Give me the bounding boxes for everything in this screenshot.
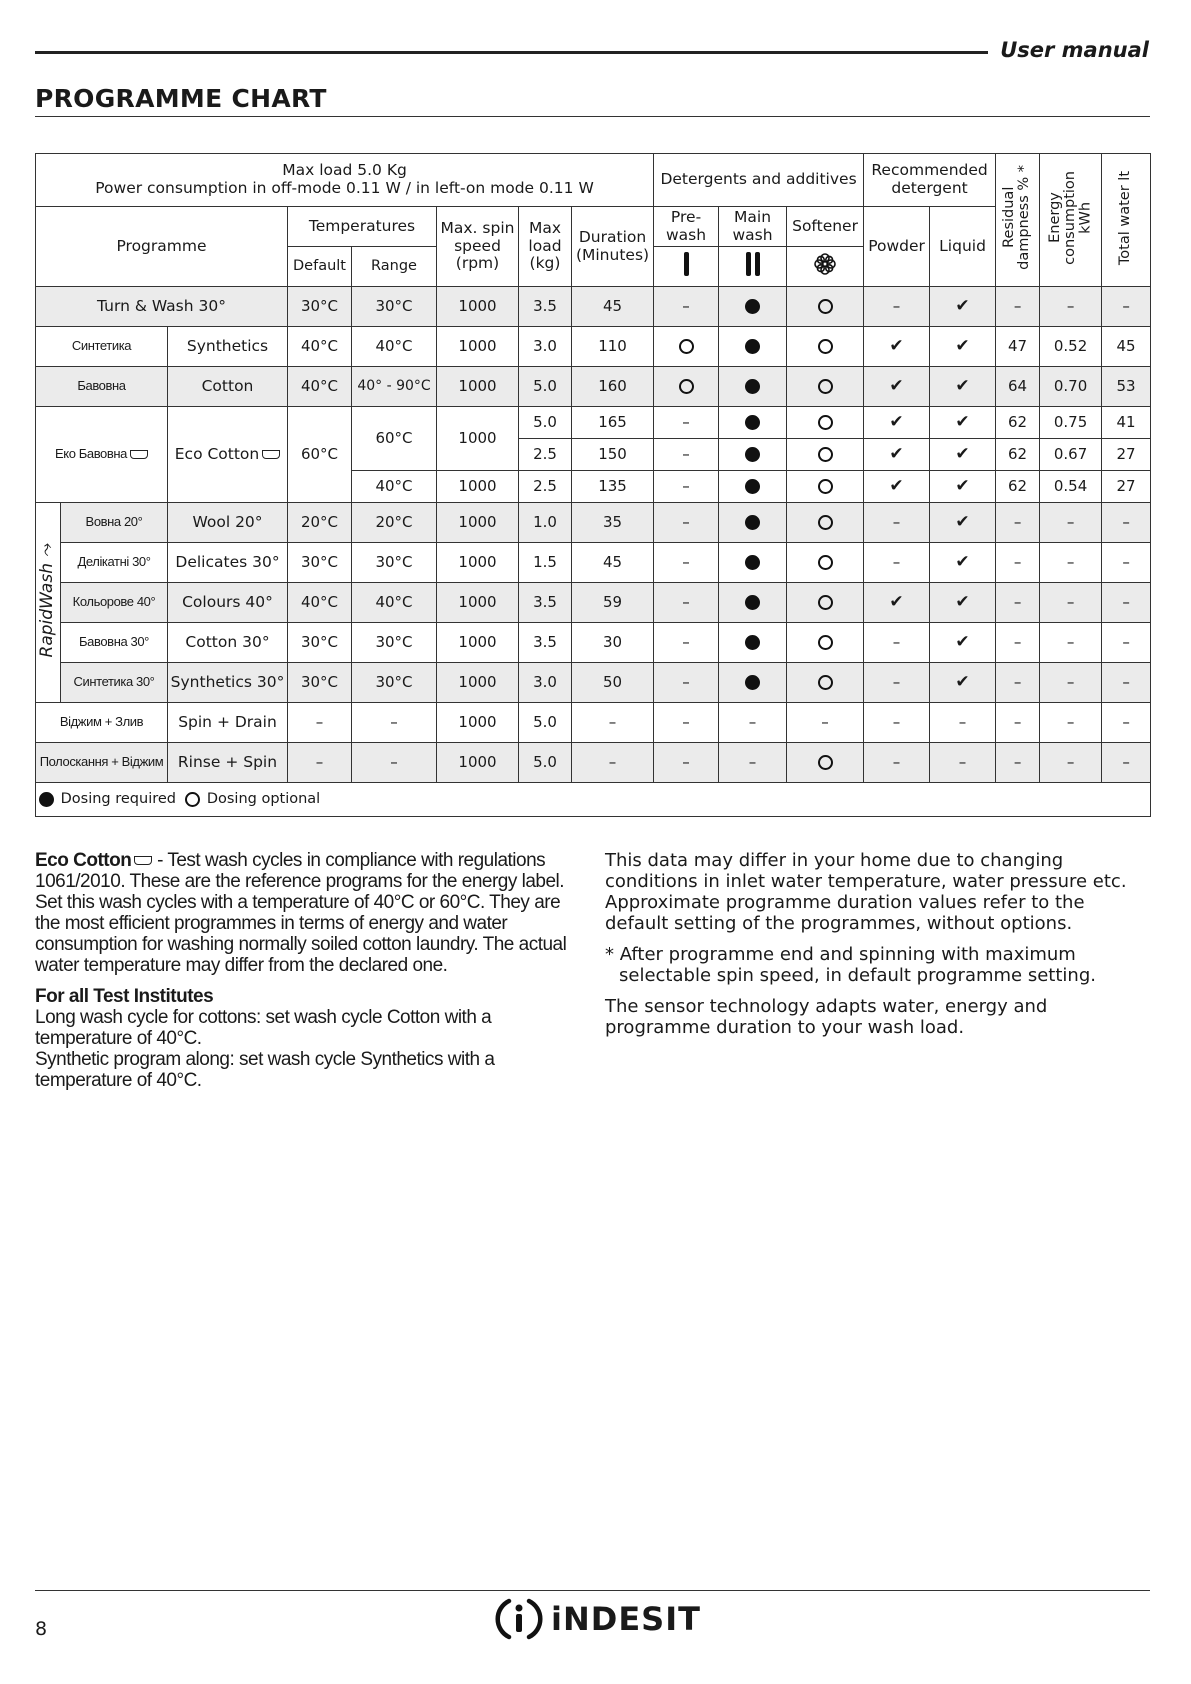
max-load: 1.5 <box>519 543 572 583</box>
powder-value: – <box>864 503 930 543</box>
dosing-optional-icon <box>787 743 864 783</box>
prewash-value: – <box>654 743 719 783</box>
dosing-optional-icon <box>787 623 864 663</box>
temp-range: – <box>352 703 437 743</box>
softener-value: – <box>787 703 864 743</box>
prewash-text-1: Pre- <box>670 207 702 226</box>
powder-value: – <box>864 623 930 663</box>
liquid-value: – <box>930 703 996 743</box>
residual-value: – <box>996 287 1040 327</box>
spin-text-3: (rpm) <box>455 254 500 273</box>
check-icon: ✔ <box>930 407 996 439</box>
eco-cotton-text: Eco Cotton <box>174 444 260 463</box>
dosing-required-icon <box>719 367 787 407</box>
default-temp: 60°C <box>288 407 352 503</box>
max-load: 5.0 <box>519 703 572 743</box>
liquid-value: – <box>930 743 996 783</box>
dosing-optional-icon <box>787 407 864 439</box>
prewash-header <box>654 207 719 247</box>
spin-speed: 1000 <box>437 543 519 583</box>
sensor-technology-paragraph: The sensor technology adapts water, energy and programme duration to your wash load. <box>605 996 1048 1038</box>
water-value: 27 <box>1102 471 1151 503</box>
energy-value: 0.70 <box>1040 367 1102 407</box>
programme-name: Spin + Drain <box>168 703 288 743</box>
residual-value: 47 <box>996 327 1040 367</box>
duration: – <box>572 703 654 743</box>
title-rule <box>35 116 1150 117</box>
brand-logo <box>495 1595 701 1643</box>
dosing-required-icon <box>719 663 787 703</box>
asterisk-note: * After programme end and spinning with maximum selectable spin speed, in default programme setting. <box>605 944 1096 986</box>
spin-speed: 1000 <box>437 743 519 783</box>
max-load: 5.0 <box>519 367 572 407</box>
dosing-optional-icon <box>787 543 864 583</box>
left-text-column <box>35 850 585 1091</box>
dosing-required-icon <box>719 407 787 439</box>
dosing-optional-icon <box>787 503 864 543</box>
programme-chart-table <box>35 153 1151 817</box>
energy-value: – <box>1040 287 1102 327</box>
prewash-value: – <box>654 623 719 663</box>
table-row <box>36 583 1151 623</box>
eco-cotton-body: - Test wash cycles in compliance with regulations 1061/2010. These are the reference programs for the energy label. Set this wash cycles with a temperature of 40°C or 60°C. They are the most efficient programmes in terms of energy and water consumption for washing normally soiled cotton laundry. The actual water temperature may differ from the declared one. <box>35 850 567 976</box>
default-temp: 30°C <box>288 623 352 663</box>
default-temp: – <box>288 703 352 743</box>
check-icon: ✔ <box>864 327 930 367</box>
powder-header: Powder <box>864 207 930 287</box>
energy-value: – <box>1040 663 1102 703</box>
legend-optional-text: Dosing optional <box>206 791 321 808</box>
eco-cotton-title: Eco Cotton <box>35 850 132 871</box>
energy-value: 0.67 <box>1040 439 1102 471</box>
max-load: 3.5 <box>519 623 572 663</box>
dosing-required-icon <box>719 543 787 583</box>
dosing-optional-icon <box>787 471 864 503</box>
legend-required-text: Dosing required <box>60 791 176 808</box>
legend-row <box>36 783 1151 817</box>
programme-name-ua: Синтетика <box>36 327 168 367</box>
table-row <box>36 703 1151 743</box>
mainwash-header <box>719 207 787 247</box>
dosing-optional-icon <box>654 327 719 367</box>
temp-range: 30°C <box>352 543 437 583</box>
energy-value: 0.75 <box>1040 407 1102 439</box>
default-temp: 40°C <box>288 367 352 407</box>
energy-text: Energy <box>1046 192 1063 244</box>
softener-header: Softener <box>787 207 864 247</box>
water-value: – <box>1102 663 1151 703</box>
brand-logo-icon <box>495 1595 543 1643</box>
check-icon: ✔ <box>930 663 996 703</box>
temp-range: 60°C <box>352 407 437 471</box>
table-row <box>36 543 1151 583</box>
duration: 30 <box>572 623 654 663</box>
dosing-required-icon <box>719 471 787 503</box>
liquid-header: Liquid <box>930 207 996 287</box>
max-load: 2.5 <box>519 439 572 471</box>
dosing-optional-icon <box>787 327 864 367</box>
check-icon: ✔ <box>930 503 996 543</box>
energy-value: 0.52 <box>1040 327 1102 367</box>
dosing-required-icon <box>719 623 787 663</box>
prewash-value: – <box>654 543 719 583</box>
legend <box>36 783 1151 817</box>
dosing-optional-icon <box>787 367 864 407</box>
water-value: – <box>1102 583 1151 623</box>
header-row-1 <box>36 154 1151 207</box>
max-load-text: Max load 5.0 Kg <box>282 161 407 180</box>
programme-header: Programme <box>36 207 288 287</box>
mainwash-compartment-icon <box>719 247 787 287</box>
check-icon: ✔ <box>864 407 930 439</box>
default-temp: 30°C <box>288 287 352 327</box>
dosing-required-icon <box>719 503 787 543</box>
load-text-2: load <box>528 236 562 255</box>
temp-range: 30°C <box>352 663 437 703</box>
residual-value: – <box>996 703 1040 743</box>
rapid-wash-icon: ⤳ <box>37 543 58 558</box>
programme-name-ua: Делікатні 30° <box>61 543 168 583</box>
mainwash-value: – <box>719 703 787 743</box>
duration-text-2: (Minutes) <box>575 245 650 264</box>
right-text-column <box>605 850 1153 1048</box>
powder-value: – <box>864 743 930 783</box>
programme-name-ua: Синтетика 30° <box>61 663 168 703</box>
page-title: PROGRAMME CHART <box>35 84 327 113</box>
prewash-value: – <box>654 703 719 743</box>
recommended-detergent-header <box>864 154 996 207</box>
residual-value: – <box>996 583 1040 623</box>
eco-icon <box>134 856 152 865</box>
residual-text: Residual <box>1001 187 1018 249</box>
prewash-value: – <box>654 663 719 703</box>
water-value: – <box>1102 703 1151 743</box>
spin-text-1: Max. spin <box>440 218 515 237</box>
max-load-header <box>36 154 654 207</box>
programme-name: Rinse + Spin <box>168 743 288 783</box>
duration: 135 <box>572 471 654 503</box>
header-rule <box>35 51 988 54</box>
load-text-1: Max <box>528 218 562 237</box>
spin-speed: 1000 <box>437 583 519 623</box>
table-row <box>36 407 1151 439</box>
prewash-text-2: wash <box>666 225 707 244</box>
recommended-text: Recommended <box>871 161 988 180</box>
dosing-optional-icon <box>654 367 719 407</box>
programme-name-ua: Полоскання + Віджим <box>36 743 168 783</box>
powder-value: – <box>864 287 930 327</box>
energy-value: – <box>1040 743 1102 783</box>
check-icon: ✔ <box>930 543 996 583</box>
duration: 45 <box>572 287 654 327</box>
max-load: 1.0 <box>519 503 572 543</box>
powder-value: – <box>864 703 930 743</box>
water-value: – <box>1102 743 1151 783</box>
test-institutes-line-1: Long wash cycle for cottons: set wash cycle Cotton with a temperature of 40°C. <box>35 1007 492 1049</box>
prewash-value: – <box>654 407 719 439</box>
check-icon: ✔ <box>930 367 996 407</box>
mainwash-text-2: wash <box>732 225 773 244</box>
water-value: – <box>1102 623 1151 663</box>
spin-speed: 1000 <box>437 503 519 543</box>
water-value: 45 <box>1102 327 1151 367</box>
check-icon: ✔ <box>930 439 996 471</box>
spin-speed: 1000 <box>437 327 519 367</box>
temperatures-header: Temperatures <box>288 207 437 247</box>
programme-name-ua: Бавовна <box>36 367 168 407</box>
max-load: 5.0 <box>519 743 572 783</box>
eco-icon <box>130 450 148 459</box>
dosing-required-icon <box>719 439 787 471</box>
water-value: 53 <box>1102 367 1151 407</box>
programme-name: Delicates 30° <box>168 543 288 583</box>
consumption-text: consumption <box>1061 170 1078 265</box>
table-row <box>36 623 1151 663</box>
prewash-value: – <box>654 583 719 623</box>
temp-range: 40° - 90°C <box>352 367 437 407</box>
load-text-3: (kg) <box>529 254 561 273</box>
check-icon: ✔ <box>864 367 930 407</box>
spin-speed: 1000 <box>437 623 519 663</box>
energy-value: – <box>1040 703 1102 743</box>
dosing-optional-icon <box>787 663 864 703</box>
check-icon: ✔ <box>930 471 996 503</box>
spin-text-2: speed <box>454 236 501 255</box>
prewash-value: – <box>654 503 719 543</box>
residual-value: – <box>996 503 1040 543</box>
max-load: 3.0 <box>519 327 572 367</box>
spin-speed: 1000 <box>437 407 519 471</box>
table-row <box>36 503 1151 543</box>
programme-name: Synthetics <box>168 327 288 367</box>
max-load-col-header <box>519 207 572 287</box>
duration: – <box>572 743 654 783</box>
detergent-text: detergent <box>891 179 968 197</box>
check-icon: ✔ <box>864 583 930 623</box>
prewash-value: – <box>654 471 719 503</box>
rapid-wash-label <box>36 503 61 703</box>
detergents-header: Detergents and additives <box>654 154 864 207</box>
default-temp: 40°C <box>288 327 352 367</box>
check-icon: ✔ <box>864 439 930 471</box>
programme-name: Wool 20° <box>168 503 288 543</box>
programme-name: Synthetics 30° <box>168 663 288 703</box>
header-row-2 <box>36 207 1151 247</box>
water-value: – <box>1102 503 1151 543</box>
energy-value: – <box>1040 503 1102 543</box>
temp-range: 40°C <box>352 471 437 503</box>
water-value: – <box>1102 543 1151 583</box>
energy-value: – <box>1040 543 1102 583</box>
test-institutes-line-2: Synthetic program along: set wash cycle Synthetics with a temperature of 40°C. <box>35 1049 495 1091</box>
water-value: – <box>1102 287 1151 327</box>
residual-value: 62 <box>996 407 1040 439</box>
residual-value: 62 <box>996 471 1040 503</box>
spin-speed: 1000 <box>437 471 519 503</box>
default-temp: 20°C <box>288 503 352 543</box>
duration-header <box>572 207 654 287</box>
total-water-text: Total water lt <box>1117 170 1134 265</box>
dampness-text: dampness % * <box>1016 165 1033 271</box>
brand-name: iNDESIT <box>551 1600 701 1638</box>
duration: 35 <box>572 503 654 543</box>
temp-range: 40°C <box>352 583 437 623</box>
default-temp: 30°C <box>288 543 352 583</box>
prewash-value: – <box>654 287 719 327</box>
residual-value: 64 <box>996 367 1040 407</box>
dosing-required-icon <box>719 583 787 623</box>
table-row <box>36 287 1151 327</box>
temp-range: 20°C <box>352 503 437 543</box>
check-icon: ✔ <box>930 287 996 327</box>
default-temp: – <box>288 743 352 783</box>
programme-name: Turn & Wash 30° <box>36 287 288 327</box>
default-header: Default <box>288 247 352 287</box>
dosing-optional-icon <box>787 287 864 327</box>
temp-range: 40°C <box>352 327 437 367</box>
powder-value: – <box>864 663 930 703</box>
water-value: 27 <box>1102 439 1151 471</box>
eco-cotton-paragraph <box>35 850 585 976</box>
duration: 150 <box>572 439 654 471</box>
dosing-required-icon <box>719 287 787 327</box>
duration-text-1: Duration <box>578 227 647 246</box>
dosing-required-icon <box>719 327 787 367</box>
kwh-text: kWh <box>1077 201 1094 234</box>
programme-name: Colours 40° <box>168 583 288 623</box>
softener-flower-icon <box>787 247 864 287</box>
rapid-wash-text: RapidWash <box>37 562 58 658</box>
energy-value: – <box>1040 623 1102 663</box>
temp-range: 30°C <box>352 287 437 327</box>
table-row <box>36 327 1151 367</box>
water-value: 41 <box>1102 407 1151 439</box>
prewash-compartment-icon <box>654 247 719 287</box>
residual-dampness-header <box>996 154 1040 287</box>
programme-name <box>168 407 288 503</box>
check-icon: ✔ <box>930 327 996 367</box>
residual-value: – <box>996 623 1040 663</box>
programme-name: Cotton 30° <box>168 623 288 663</box>
check-icon: ✔ <box>930 623 996 663</box>
table-row <box>36 367 1151 407</box>
duration: 165 <box>572 407 654 439</box>
eco-icon <box>262 450 280 459</box>
check-icon: ✔ <box>930 583 996 623</box>
dosing-optional-icon <box>787 583 864 623</box>
dosing-optional-icon <box>787 439 864 471</box>
dosing-required-icon <box>39 792 54 807</box>
residual-value: – <box>996 543 1040 583</box>
footer-rule <box>35 1590 1150 1591</box>
spin-speed: 1000 <box>437 367 519 407</box>
residual-value: – <box>996 743 1040 783</box>
residual-value: – <box>996 663 1040 703</box>
max-load: 3.5 <box>519 583 572 623</box>
test-institutes-title: For all Test Institutes <box>35 986 214 1007</box>
range-header: Range <box>352 247 437 287</box>
programme-name-ua: Бавовна 30° <box>61 623 168 663</box>
power-consumption-text: Power consumption in off-mode 0.11 W / in left-on mode 0.11 W <box>95 179 594 197</box>
mainwash-value: – <box>719 743 787 783</box>
total-water-header <box>1102 154 1151 287</box>
max-load: 5.0 <box>519 407 572 439</box>
duration: 110 <box>572 327 654 367</box>
residual-value: 62 <box>996 439 1040 471</box>
programme-name: Cotton <box>168 367 288 407</box>
energy-value: – <box>1040 583 1102 623</box>
programme-name-ua: Вовна 20° <box>61 503 168 543</box>
table-row <box>36 743 1151 783</box>
prewash-value: – <box>654 439 719 471</box>
powder-value: – <box>864 543 930 583</box>
programme-name-ua: Кольорове 40° <box>61 583 168 623</box>
spin-speed: 1000 <box>437 703 519 743</box>
spin-speed: 1000 <box>437 287 519 327</box>
default-temp: 40°C <box>288 583 352 623</box>
temp-range: 30°C <box>352 623 437 663</box>
energy-value: 0.54 <box>1040 471 1102 503</box>
page-number: 8 <box>35 1618 48 1640</box>
eco-cotton-ua-text: Еко Бавовна <box>54 446 127 462</box>
duration: 59 <box>572 583 654 623</box>
spin-speed: 1000 <box>437 663 519 703</box>
duration: 50 <box>572 663 654 703</box>
dosing-optional-icon <box>185 792 200 807</box>
check-icon: ✔ <box>864 471 930 503</box>
programme-name-ua <box>36 407 168 503</box>
table-row <box>36 663 1151 703</box>
header-title: User manual <box>1000 38 1149 62</box>
data-differ-paragraph: This data may differ in your home due to changing conditions in inlet water temperature, water pressure etc. Approximate programme duration values refer to the default setting of the programmes, without options. <box>605 850 1127 934</box>
duration: 160 <box>572 367 654 407</box>
temp-range: – <box>352 743 437 783</box>
max-load: 3.0 <box>519 663 572 703</box>
spin-speed-header <box>437 207 519 287</box>
programme-name-ua: Віджим + Злив <box>36 703 168 743</box>
default-temp: 30°C <box>288 663 352 703</box>
mainwash-text-1: Main <box>734 207 772 226</box>
max-load: 2.5 <box>519 471 572 503</box>
duration: 45 <box>572 543 654 583</box>
energy-consumption-header <box>1040 154 1102 287</box>
max-load: 3.5 <box>519 287 572 327</box>
